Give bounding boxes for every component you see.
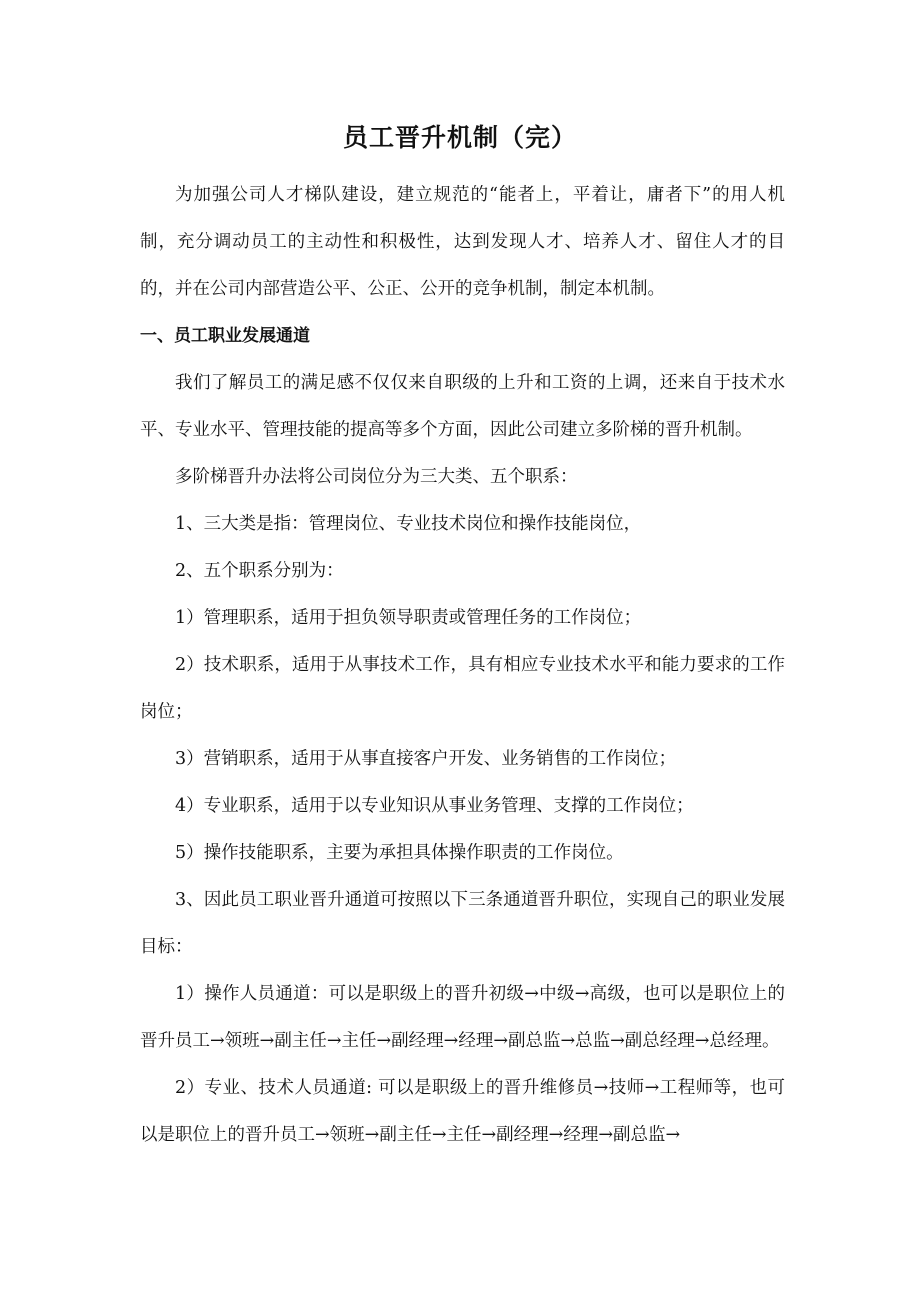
paragraph: 3、因此员工职业晋升通道可按照以下三条通道晋升职位，实现自己的职业发展目标： [140,890,785,957]
paragraph: 1）管理职系，适用于担负领导职责或管理任务的工作岗位； [175,608,642,628]
paragraph: 1、三大类是指：管理岗位、专业技术岗位和操作技能岗位， [175,514,642,534]
paragraph: 3）营销职系，适用于从事直接客户开发、业务销售的工作岗位； [175,749,677,769]
intro-paragraph: 为加强公司人才梯队建设，建立规范的“能者上，平着让，庸者下”的用人机制，充分调动员工的主动性和积极性，达到发现人才、培养人才、留住人才的目的，并在公司内部营造公平、公正、公开的竞争机制，制定本机制。 [140,185,785,299]
paragraph: 4）专业职系，适用于以专业知识从事业务管理、支撑的工作岗位； [175,796,694,816]
document-body [140,172,785,1159]
paragraph: 1）操作人员通道：可以是职级上的晋升初级→中级→高级，也可以是职位上的晋升员工→领班→副主任→主任→副经理→经理→副总监→总监→副总经理→总经理。 [140,984,785,1051]
paragraph: 2）专业、技术人员通道: 可以是职级上的晋升维修员→技师→工程师等，也可以是职位上的晋升员工→领班→副主任→主任→副经理→经理→副总监→ [140,1078,785,1145]
paragraph: 5）操作技能职系，主要为承担具体操作职责的工作岗位。 [175,843,624,863]
paragraph: 我们了解员工的满足感不仅仅来自职级的上升和工资的上调，还来自于技术水平、专业水平、管理技能的提高等多个方面，因此公司建立多阶梯的晋升机制。 [140,373,785,440]
paragraph: 2、五个职系分别为： [175,561,344,581]
paragraph: 2）技术职系，适用于从事技术工作，具有相应专业技术水平和能力要求的工作岗位； [140,655,785,722]
section-heading: 一、员工职业发展通道 [140,326,310,346]
paragraph: 多阶梯晋升办法将公司岗位分为三大类、五个职系： [175,467,578,487]
document-title: 员工晋升机制（完） [342,123,577,152]
